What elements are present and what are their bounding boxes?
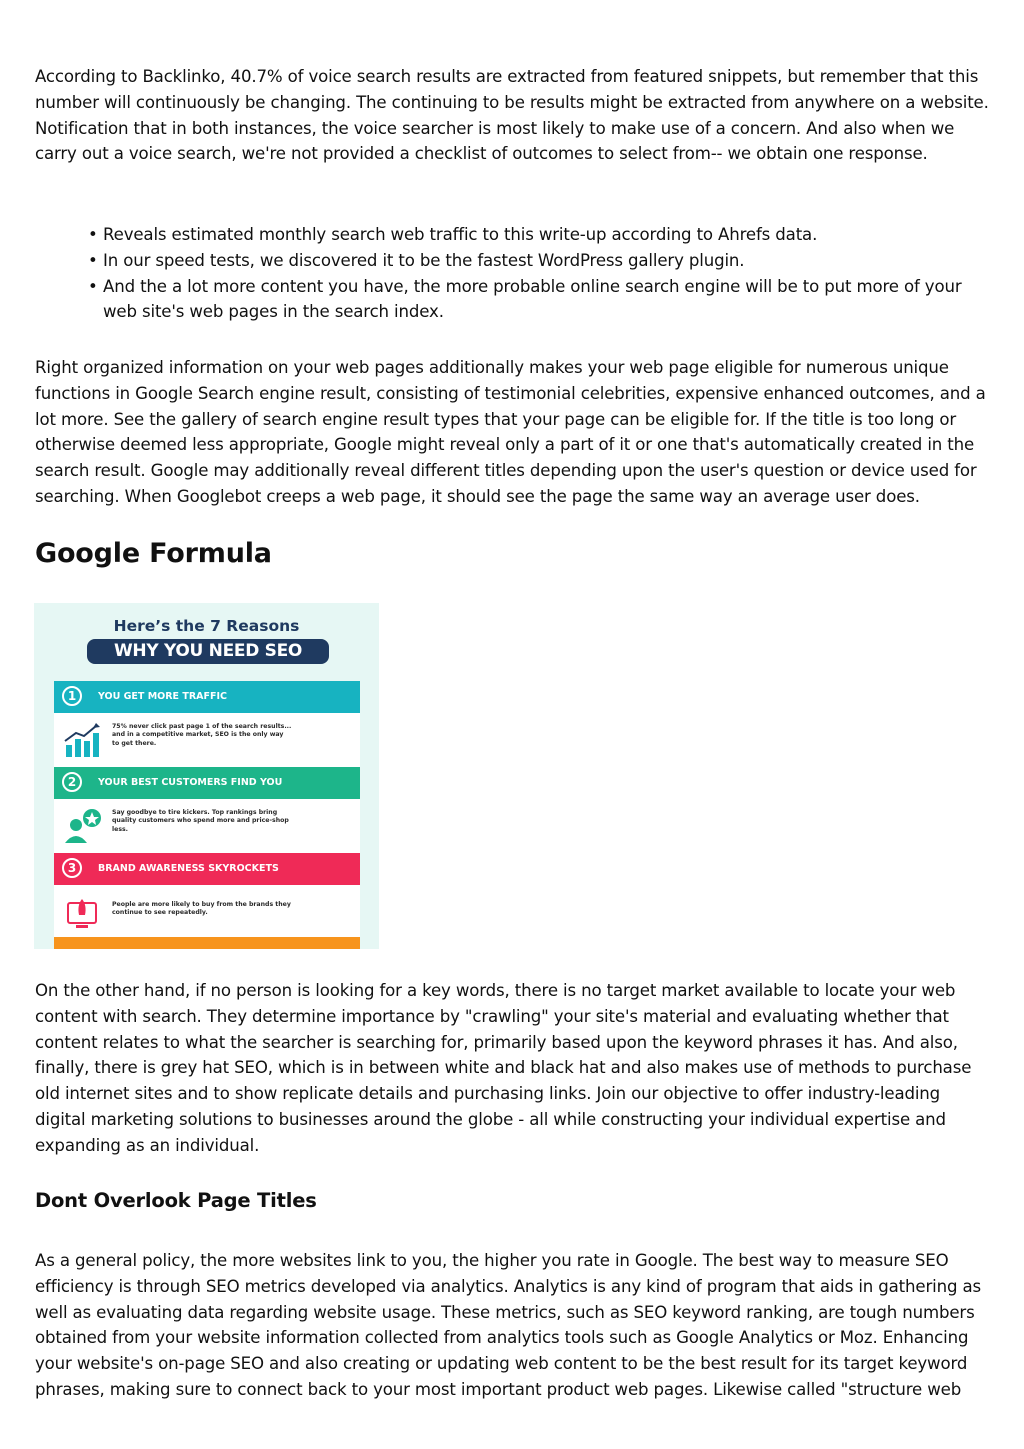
paragraph-keywords: On the other hand, if no person is looking for a key words, there is no target market available to locate your web content with search. They determine importance by "crawling" your site's material and evaluating whether that content relates to what the searcher is searching for, primarily based upon the keyword phrases it has. And also, finally, there is grey hat SEO, which is in between white and black hat and also makes use of methods to purchase old internet sites and to show replicate details and purchasing links. Join our objective to offer industry-leading digital marketing solutions to businesses around the globe - all while constructing your individual expertise and expanding as an individual. xyxy=(35,981,972,1155)
reason-number: 1 xyxy=(62,686,82,706)
heading-google-formula: Google Formula xyxy=(35,538,272,569)
heading-page-titles: Dont Overlook Page Titles xyxy=(35,1189,317,1212)
list-item-text: And the a lot more content you have, the more probable online search engine will be to put more of your web site's web pages in the search index. xyxy=(103,276,962,322)
infographic-banner: WHY YOU NEED SEO xyxy=(87,639,329,664)
list-item xyxy=(88,274,993,326)
reason-number: 2 xyxy=(62,772,82,792)
list-item-text: In our speed tests, we discovered it to be the fastest WordPress gallery plugin. xyxy=(103,250,745,270)
paragraph-intro: According to Backlinko, 40.7% of voice search results are extracted from featured snippets, but remember that this number will continuously be changing. The continuing to be results might be extracted from anywhere on a website. Notification that in both instances, the voice searcher is most likely to make use of a concern. And also when we carry out a voice search, we're not provided a checklist of outcomes to select from-- we obtain one response. xyxy=(35,67,989,164)
reason-number: 3 xyxy=(62,858,82,878)
reason-label: BRAND AWARENESS SKYROCKETS xyxy=(98,863,279,874)
bullet-list xyxy=(88,222,993,325)
reason-band-2 xyxy=(54,767,360,799)
list-item xyxy=(88,222,993,248)
reason-text: Say goodbye to tire kickers. Top rankings bring quality customers who spend more and price-shop less. xyxy=(112,809,289,833)
reason-card-1 xyxy=(54,713,360,768)
bar-chart-icon xyxy=(62,721,104,761)
customer-star-icon xyxy=(62,807,104,847)
list-item-text: Reveals estimated monthly search web traffic to this write-up according to Ahrefs data. xyxy=(103,225,818,244)
reason-card-2 xyxy=(54,799,360,854)
reason-band-1 xyxy=(54,681,360,713)
reason-band-4-partial xyxy=(54,937,360,949)
reason-card-3 xyxy=(54,885,360,940)
paragraph-backlinks: As a general policy, the more websites link to you, the higher you rate in Google. The best way to measure SEO efficiency is through SEO metrics developed via analytics. Analytics is any kind of program that aids in gathering as well as evaluating data regarding website usage. These metrics, such as SEO keyword ranking, are tough numbers obtained from your website information collected from analytics tools such as Google Analytics or Moz. Enhancing your website's on-page SEO and also creating or updating web content to be the best result for its target keyword phrases, making sure to connect back to your most important product web pages. Likewise called "structure web xyxy=(35,1251,981,1399)
reason-text: 75% never click past page 1 of the search results... and in a competitive market, SEO is the only way to get there. xyxy=(112,723,292,747)
bullet-glyph: • xyxy=(88,225,98,244)
paragraph-structured-data: Right organized information on your web pages additionally makes your web page eligible for numerous unique functions in Google Search engine result, consisting of testimonial celebrities, expensive enhanced outcomes, and a lot more. See the gallery of search engine result types that your page can be eligible for. If the title is too long or otherwise deemed less appropriate, Google might reveal only a part of it or one that's automatically created in the search result. Google may additionally reveal different titles depending upon the user's question or device used for searching. When Googlebot creeps a web page, it should see the page the same way an average user does. xyxy=(35,358,986,506)
rocket-screen-icon xyxy=(62,893,104,933)
list-item xyxy=(88,248,993,274)
reason-band-3 xyxy=(54,853,360,885)
reason-label: YOU GET MORE TRAFFIC xyxy=(98,691,227,702)
infographic-title: Here’s the 7 Reasons xyxy=(113,617,300,635)
bullet-glyph: • xyxy=(88,250,98,270)
reason-text: People are more likely to buy from the brands they continue to see repeatedly. xyxy=(112,901,291,917)
bullet-glyph: • xyxy=(88,276,98,296)
seo-infographic xyxy=(34,603,379,949)
reason-label: YOUR BEST CUSTOMERS FIND YOU xyxy=(98,777,283,788)
